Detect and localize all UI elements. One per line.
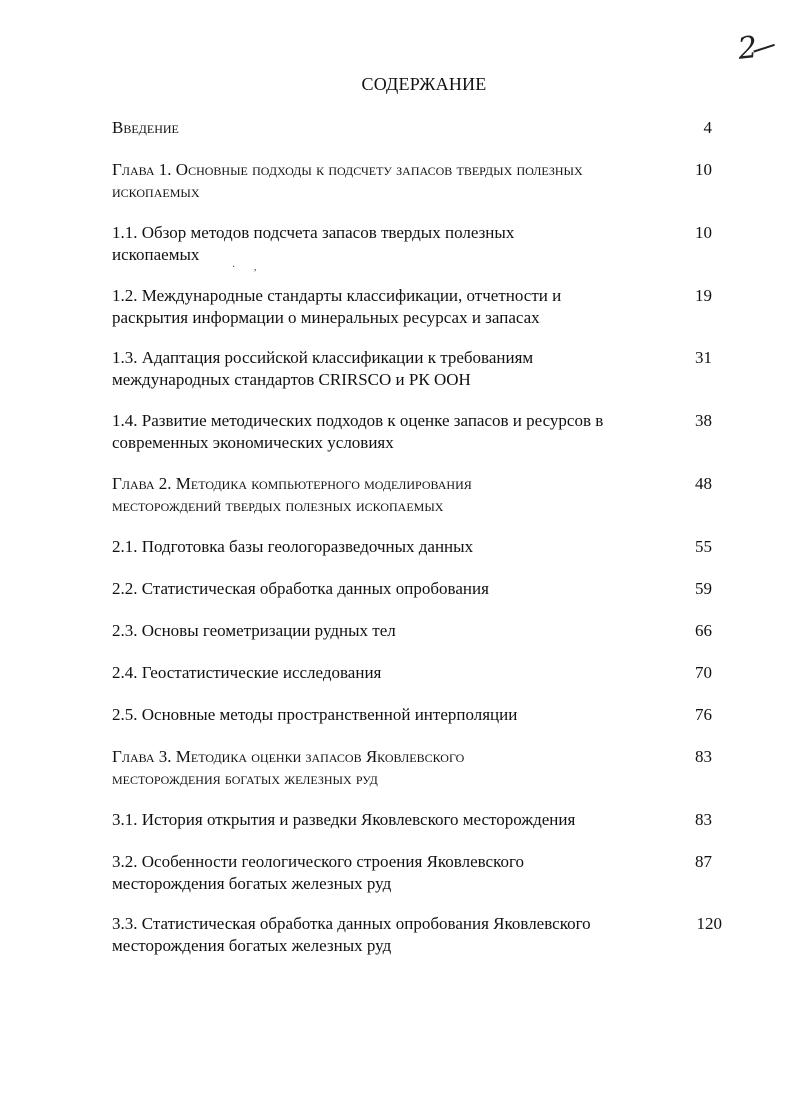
toc-entry-page: 76 (695, 705, 712, 724)
toc-entry-page: 83 (695, 810, 712, 829)
toc-entry-title: 2.4. Геостатистические исследования (112, 663, 382, 682)
toc-entry-title: Глава 1. Основные подходы к подсчету запасов твердых полезных ископаемых (112, 160, 583, 201)
toc-entry-page: 4 (703, 118, 712, 137)
toc-entry-page: 38 (695, 411, 712, 430)
toc-entry-page: 66 (695, 621, 712, 640)
toc-entry-title: 3.2. Особенности геологического строения Яковлевского месторождения богатых железных руд (112, 852, 525, 893)
page-title: СОДЕРЖАНИЕ (361, 74, 487, 94)
toc-entry-page: 31 (695, 348, 712, 367)
toc-entry-page: 19 (695, 286, 712, 305)
toc-entry-page: 10 (695, 223, 712, 242)
scan-artifact: · , (232, 262, 265, 273)
handwritten-page-number (736, 28, 777, 67)
toc-entry-page: 83 (695, 747, 712, 766)
handwritten-page-number-text: 2 (736, 30, 759, 67)
toc-entry-title: Глава 3. Методика оценки запасов Яковлевского месторождения богатых железных руд (112, 747, 465, 788)
toc-entry-title: 3.1. История открытия и разведки Яковлевского месторождения (112, 810, 576, 829)
toc-entry-title: 2.2. Статистическая обработка данных опробования (112, 579, 489, 598)
toc-entry-page: 70 (695, 663, 712, 682)
toc-entry-title: 2.5. Основные методы пространственной интерполяции (112, 705, 518, 724)
toc-entry-page: 59 (695, 579, 712, 598)
toc-entry-title: 1.1. Обзор методов подсчета запасов твердых полезных ископаемых (112, 223, 515, 264)
toc-entry-page: 120 (696, 914, 722, 933)
toc-entry-title: 3.3. Статистическая обработка данных опробования Яковлевского месторождения богатых железных руд (112, 914, 591, 955)
toc-entry-title: 2.3. Основы геометризации рудных тел (112, 621, 396, 640)
toc-entry-title: 1.2. Международные стандарты классификации, отчетности и раскрытия информации о минеральных ресурсах и запасах (112, 286, 562, 327)
toc-entry-page: 48 (695, 474, 712, 493)
toc-entry-page: 10 (695, 160, 712, 179)
toc-entry-title: 1.4. Развитие методических подходов к оценке запасов и ресурсов в современных экономических условиях (112, 411, 604, 452)
toc-entry-title: 2.1. Подготовка базы геологоразведочных данных (112, 537, 474, 556)
toc-entry-title: Введение (112, 118, 179, 137)
toc-entry-title: Глава 2. Методика компьютерного моделирования месторождений твердых полезных ископаемых (112, 474, 472, 515)
toc-entry-title: 1.3. Адаптация российской классификации к требованиям международных стандартов CRIRSCO и РК ООН (112, 348, 534, 389)
toc-entry-page: 55 (695, 537, 712, 556)
toc-entry-page: 87 (695, 852, 712, 871)
